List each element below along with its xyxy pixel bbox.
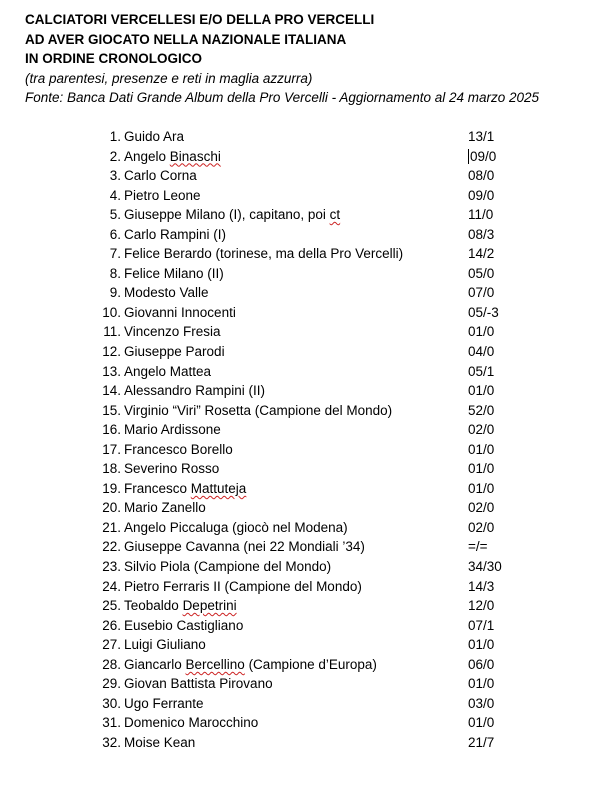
caps-goals <box>468 733 494 753</box>
text-cursor <box>468 149 469 164</box>
list-item <box>88 244 518 264</box>
player-name <box>124 713 258 733</box>
list-item <box>88 440 518 460</box>
player-name <box>124 244 403 264</box>
list-item <box>88 147 518 167</box>
item-number: 26. <box>102 617 121 633</box>
item-number: 25. <box>102 598 121 614</box>
item-number: 16. <box>102 422 121 438</box>
item-number: 27. <box>102 637 121 653</box>
caps-goals-value: 01/0 <box>468 383 495 399</box>
caps-goals-value: 04/0 <box>468 344 495 360</box>
caps-goals <box>468 225 494 245</box>
item-number: 23. <box>102 559 121 575</box>
caps-goals-value: 02/0 <box>468 500 495 516</box>
caps-goals <box>468 420 494 440</box>
player-name-text: Modesto Valle <box>124 285 209 301</box>
item-number: 24. <box>102 578 121 594</box>
item-number: 15. <box>102 402 121 418</box>
player-name-text: Felice Berardo (torinese, ma della Pro Vercelli) <box>124 246 404 262</box>
list-item <box>88 557 518 577</box>
player-name-suffix: (Campione d’Europa) <box>244 656 377 672</box>
item-number: 19. <box>102 480 121 496</box>
player-name <box>124 401 392 421</box>
caps-goals-value: 01/0 <box>468 441 495 457</box>
player-name-text: Luigi Giuliano <box>124 637 206 653</box>
caps-goals <box>468 518 494 538</box>
list-item <box>88 713 518 733</box>
player-name <box>124 420 221 440</box>
caps-goals <box>468 674 494 694</box>
player-name-text: Ugo Ferrante <box>124 695 204 711</box>
player-name <box>124 381 265 401</box>
caps-goals-value: 08/3 <box>468 226 495 242</box>
caps-goals <box>468 186 494 206</box>
player-name-text: Carlo Corna <box>124 168 197 184</box>
caps-goals-value: 09/0 <box>468 187 495 203</box>
list-item <box>88 127 518 147</box>
list-item <box>88 616 518 636</box>
player-name <box>124 635 206 655</box>
list-item <box>88 186 518 206</box>
caps-goals <box>468 616 494 636</box>
player-name <box>124 577 362 597</box>
caps-goals <box>468 635 494 655</box>
caps-goals-value: 07/1 <box>468 617 495 633</box>
list-item <box>88 322 518 342</box>
player-name <box>124 166 197 186</box>
player-name-text: Giuseppe Parodi <box>124 344 225 360</box>
player-name-text: Guido Ara <box>124 129 185 144</box>
player-name-text: Vincenzo Fresia <box>124 324 221 340</box>
player-name-text: Giuseppe Cavanna (nei 22 Mondiali ’34) <box>124 539 365 555</box>
item-number: 13. <box>102 363 121 379</box>
player-name-text: Angelo Piccaluga (giocò nel Modena) <box>124 519 348 535</box>
list-item <box>88 479 518 499</box>
list-item <box>88 733 518 753</box>
player-name-text: Giancarlo <box>124 656 186 672</box>
player-name-text: Angelo Mattea <box>124 363 212 379</box>
spellcheck-marked-word: Binaschi <box>169 148 221 164</box>
player-name-text: Domenico Marocchino <box>124 715 259 731</box>
document-header <box>25 10 595 108</box>
note-line: (tra parentesi, presenze e reti in maglia azzurra) <box>25 70 313 86</box>
item-number: 2. <box>109 148 121 164</box>
caps-goals <box>468 577 494 597</box>
list-item <box>88 459 518 479</box>
player-name <box>124 342 225 362</box>
item-number: 11. <box>103 324 121 340</box>
player-name <box>124 498 206 518</box>
player-name-text: Giovan Battista Pirovano <box>124 676 273 692</box>
item-number: 20. <box>102 500 121 516</box>
player-name <box>124 440 233 460</box>
caps-goals <box>468 205 493 225</box>
list-item <box>88 362 518 382</box>
list-item <box>88 381 518 401</box>
player-name <box>124 186 201 206</box>
caps-goals <box>468 440 494 460</box>
caps-goals-value: 01/0 <box>468 324 495 340</box>
player-name-text: Teobaldo <box>124 598 183 614</box>
player-name-text: Francesco Borello <box>124 441 233 457</box>
spellcheck-marked-word: Mattuteja <box>190 480 247 496</box>
player-name <box>124 479 246 499</box>
caps-goals <box>468 655 494 675</box>
player-name <box>124 205 340 225</box>
caps-goals-value: 07/0 <box>468 285 495 301</box>
spellcheck-marked-word: ct <box>329 207 341 223</box>
item-number: 32. <box>102 734 121 750</box>
list-item <box>88 303 518 323</box>
list-item <box>88 674 518 694</box>
caps-goals <box>468 244 494 264</box>
list-item <box>88 401 518 421</box>
player-name <box>124 459 219 479</box>
player-name <box>124 537 365 557</box>
caps-goals <box>468 283 494 303</box>
item-number: 4. <box>109 187 121 203</box>
caps-goals <box>468 264 494 284</box>
list-item <box>88 342 518 362</box>
player-name <box>124 616 243 636</box>
player-name <box>124 596 237 616</box>
player-name <box>124 127 184 147</box>
player-name <box>124 225 226 245</box>
caps-goals-value: 01/0 <box>468 637 495 653</box>
caps-goals-value: 12/0 <box>468 598 495 614</box>
caps-goals <box>468 498 494 518</box>
list-item <box>88 635 518 655</box>
title-line-2: AD AVER GIOCATO NELLA NAZIONALE ITALIANA <box>25 31 347 47</box>
player-name-text: Giovanni Innocenti <box>124 304 236 320</box>
player-name-text: Eusebio Castigliano <box>124 617 244 633</box>
caps-goals-value: 05/-3 <box>468 304 499 320</box>
caps-goals <box>468 401 494 421</box>
list-item <box>88 264 518 284</box>
caps-goals <box>468 479 494 499</box>
list-item <box>88 166 518 186</box>
caps-goals-value: 01/0 <box>468 676 495 692</box>
item-number: 3. <box>109 168 121 184</box>
caps-goals <box>468 303 499 323</box>
item-number: 22. <box>102 539 121 555</box>
player-name <box>124 694 204 714</box>
caps-goals-value: 01/0 <box>468 480 495 496</box>
caps-goals-value: 02/0 <box>468 519 495 535</box>
caps-goals-value: 21/7 <box>468 734 495 750</box>
caps-goals <box>468 322 494 342</box>
caps-goals-value: 14/2 <box>468 246 495 262</box>
player-name <box>124 655 377 675</box>
player-name-text: Silvio Piola (Campione del Mondo) <box>124 559 332 575</box>
item-number: 29. <box>102 676 121 692</box>
player-list <box>88 127 518 753</box>
player-name-text: Pietro Ferraris II (Campione del Mondo) <box>124 578 362 594</box>
caps-goals <box>468 362 494 382</box>
player-name-text: Moise Kean <box>124 734 196 750</box>
item-number: 14. <box>102 383 121 399</box>
caps-goals-value: 09/0 <box>470 148 497 164</box>
caps-goals-value: 01/0 <box>468 461 495 477</box>
player-name <box>124 322 221 342</box>
player-name <box>124 303 236 323</box>
title-line-3: IN ORDINE CRONOLOGICO <box>25 51 203 66</box>
caps-goals-value: 01/0 <box>468 715 495 731</box>
caps-goals-value: =/= <box>468 539 488 555</box>
player-name <box>124 264 224 284</box>
caps-goals <box>468 166 494 186</box>
caps-goals-value: 03/0 <box>468 695 495 711</box>
caps-goals <box>468 342 494 362</box>
list-item <box>88 596 518 616</box>
item-number: 18. <box>102 461 121 477</box>
caps-goals <box>468 459 494 479</box>
spellcheck-marked-word: Bercellino <box>185 656 245 672</box>
player-name-text: Francesco <box>124 480 191 496</box>
item-number: 31. <box>102 715 121 731</box>
item-number: 17. <box>102 441 121 457</box>
item-number: 10. <box>102 304 121 320</box>
item-number: 6. <box>109 226 121 242</box>
item-number: 8. <box>109 265 121 281</box>
item-number: 9. <box>109 285 121 301</box>
player-name-text: Alessandro Rampini (II) <box>124 383 266 399</box>
caps-goals <box>468 537 488 557</box>
caps-goals-value: 05/1 <box>468 363 495 379</box>
title-line-1: CALCIATORI VERCELLESI E/O DELLA PRO VERCELLI <box>25 12 375 27</box>
list-item <box>88 420 518 440</box>
player-name <box>124 674 273 694</box>
caps-goals <box>468 713 494 733</box>
player-name-text: Giuseppe Milano (I), capitano, poi <box>124 207 330 223</box>
player-name-text: Carlo Rampini (I) <box>124 226 227 242</box>
caps-goals <box>468 694 494 714</box>
list-item <box>88 537 518 557</box>
list-item <box>88 577 518 597</box>
player-name-text: Felice Milano (II) <box>124 265 224 281</box>
item-number: 28. <box>102 656 121 672</box>
source-line: Fonte: Banca Dati Grande Album della Pro Vercelli - Aggiornamento al 24 marzo 2025 <box>25 90 540 105</box>
caps-goals-value: 05/0 <box>468 265 495 281</box>
caps-goals <box>468 127 494 147</box>
caps-goals-value: 08/0 <box>468 168 495 184</box>
caps-goals-value: 02/0 <box>468 422 495 438</box>
list-item <box>88 225 518 245</box>
item-number: 30. <box>102 695 121 711</box>
player-name <box>124 283 209 303</box>
caps-goals <box>468 381 494 401</box>
player-name <box>124 362 211 382</box>
item-number: 7. <box>109 246 121 262</box>
player-name <box>124 518 348 538</box>
list-item <box>88 694 518 714</box>
list-item <box>88 655 518 675</box>
player-name-text: Severino Rosso <box>124 461 220 477</box>
caps-goals-value: 14/3 <box>468 578 495 594</box>
caps-goals-value: 13/1 <box>468 129 495 144</box>
list-item <box>88 283 518 303</box>
player-name <box>124 557 331 577</box>
caps-goals <box>468 147 496 167</box>
item-number: 21. <box>102 519 121 535</box>
item-number: 5. <box>109 207 121 223</box>
list-item <box>88 205 518 225</box>
list-item <box>88 498 518 518</box>
player-name-text: Angelo <box>124 148 170 164</box>
caps-goals <box>468 557 502 577</box>
spellcheck-marked-word: Depetrini <box>182 598 237 614</box>
list-item <box>88 518 518 538</box>
caps-goals <box>468 596 494 616</box>
player-name-text: Mario Ardissone <box>124 422 221 438</box>
item-number: 12. <box>102 344 121 360</box>
caps-goals-value: 34/30 <box>468 559 502 575</box>
caps-goals-value: 11/0 <box>468 207 494 223</box>
player-name-text: Mario Zanello <box>124 500 206 516</box>
player-name-text: Pietro Leone <box>124 187 201 203</box>
caps-goals-value: 06/0 <box>468 656 495 672</box>
player-name <box>124 147 221 167</box>
caps-goals-value: 52/0 <box>468 402 495 418</box>
player-name <box>124 733 195 753</box>
player-name-text: Virginio “Viri” Rosetta (Campione del Mondo) <box>124 402 393 418</box>
item-number: 1. <box>109 129 121 144</box>
